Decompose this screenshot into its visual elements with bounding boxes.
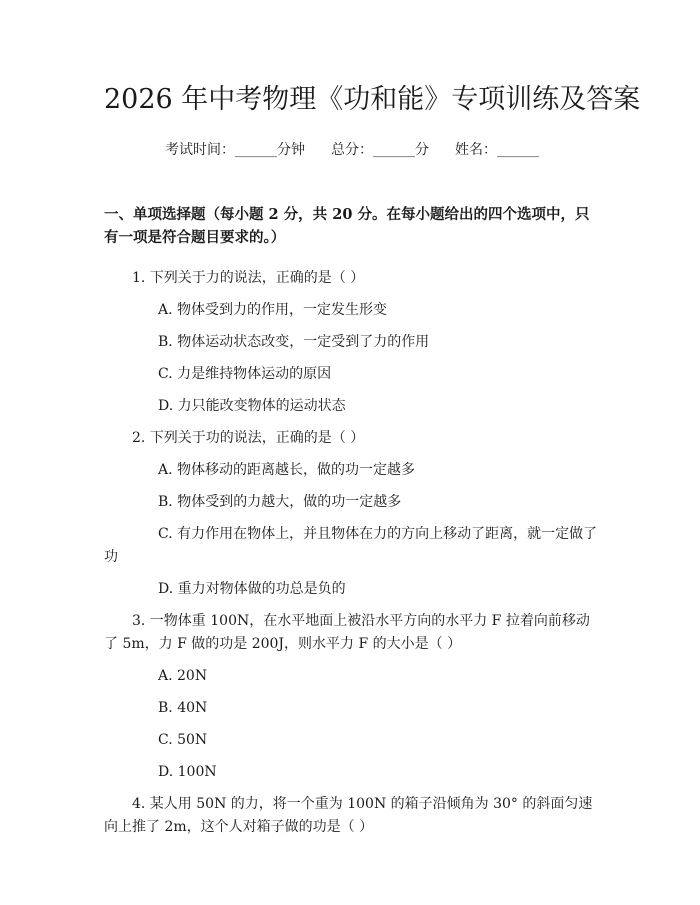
question-3-option-b: B. 40N: [158, 700, 208, 716]
question-1-stem: 1. 下列关于力的说法，正确的是（ ）: [132, 270, 365, 286]
question-2-option-d: D. 重力对物体做的功总是负的: [158, 581, 346, 597]
question-1-option-d: D. 力只能改变物体的运动状态: [158, 398, 346, 414]
question-1-option-b: B. 物体运动状态改变，一定受到了力的作用: [158, 334, 430, 350]
question-2-option-b: B. 物体受到的力越大，做的功一定越多: [158, 494, 402, 510]
exam-time-field: 考试时间：______分钟: [165, 142, 305, 158]
question-3-option-a: A. 20N: [158, 668, 208, 684]
question-3-option-c: C. 50N: [158, 732, 208, 748]
section-heading: 一、单项选择题（每小题 2 分，共 20 分。在每小题给出的四个选项中，只有一项是符合题目要求的。）: [104, 206, 590, 246]
total-score-field: 总分：______分: [331, 142, 429, 158]
document-title: 2026 年中考物理《功和能》专项训练及答案: [104, 84, 641, 115]
question-3-stem: 3. 一物体重 100N，在水平地面上被沿水平方向的水平力 F 拉着向前移动了 5m，力 F 做的功是 200J，则水平力 F 的大小是（ ）: [104, 613, 590, 652]
question-1-option-c: C. 力是维持物体运动的原因: [158, 366, 332, 382]
exam-meta: [104, 140, 600, 160]
question-4-stem: 4. 某人用 50N 的力，将一个重为 100N 的箱子沿倾角为 30° 的斜面匀速向上推了 2m，这个人对箱子做的功是（ ）: [104, 796, 593, 835]
question-3-option-d: D. 100N: [158, 764, 217, 780]
student-name-field: 姓名：______: [455, 142, 539, 158]
question-2-option-a: A. 物体移动的距离越长，做的功一定越多: [158, 462, 416, 478]
question-2-stem: 2. 下列关于功的说法，正确的是（ ）: [132, 430, 365, 446]
question-2-option-c: C. 有力作用在物体上，并且物体在力的方向上移动了距离，就一定做了功: [104, 526, 598, 565]
question-1-option-a: A. 物体受到力的作用，一定发生形变: [158, 302, 388, 318]
